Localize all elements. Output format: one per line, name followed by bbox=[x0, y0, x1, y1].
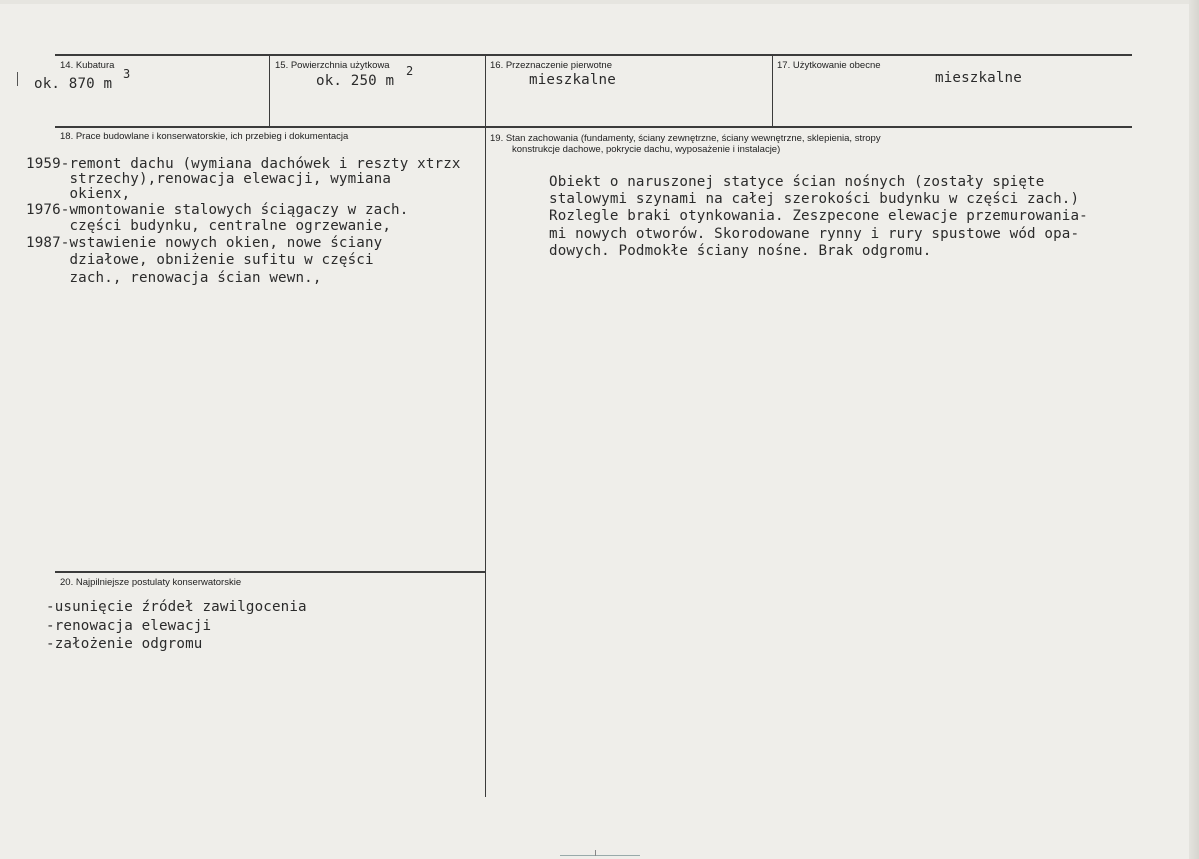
divider-16-17 bbox=[772, 55, 773, 126]
field-17-label: 17. Użytkowanie obecne bbox=[777, 60, 881, 71]
field-19-line: mi nowych otworów. Skorodowane rynny i rury spustowe wód opa- bbox=[549, 226, 1080, 242]
field-14-label: 14. Kubatura bbox=[60, 60, 115, 71]
field-14-value: ok. 870 m bbox=[34, 76, 113, 92]
field-19-label: 19. Stan zachowania (fundamenty, ściany zewnętrzne, ściany wewnętrzne, sklepienia, stropy bbox=[490, 133, 881, 144]
field-16-label: 16. Przeznaczenie pierwotne bbox=[490, 60, 612, 71]
field-18-label: 18. Prace budowlane i konserwatorskie, ich przebieg i dokumentacja bbox=[60, 131, 349, 142]
field-18-line: działowe, obniżenie sufitu w części bbox=[26, 252, 374, 268]
field-20-item: -usunięcie źródeł zawilgocenia bbox=[46, 599, 307, 615]
field-18-line: okienx, bbox=[26, 186, 131, 202]
left-tick bbox=[17, 72, 18, 86]
field-18-line: 1987-wstawienie nowych okien, nowe ściany bbox=[26, 235, 383, 251]
rule-row2 bbox=[55, 571, 485, 573]
field-18-line: części budynku, centralne ogrzewanie, bbox=[26, 218, 392, 234]
field-19-line: Obiekt o naruszonej statyce ścian nośnych (zostały spięte bbox=[549, 174, 1045, 190]
field-14-unit-exponent: 3 bbox=[123, 67, 131, 81]
card-right-edge bbox=[1189, 0, 1199, 859]
field-16-value: mieszkalne bbox=[529, 72, 616, 88]
field-19-line: stalowymi szynami na całej szerokości budynku w części zach.) bbox=[549, 191, 1080, 207]
divider-main bbox=[485, 55, 486, 797]
field-19-label-cont: konstrukcje dachowe, pokrycie dachu, wyposażenie i instalacje) bbox=[512, 144, 781, 155]
field-18-line: zach., renowacja ścian wewn., bbox=[26, 270, 322, 286]
field-20-label: 20. Najpilniejsze postulaty konserwatorskie bbox=[60, 577, 242, 588]
field-19-line: Rozlegle braki otynkowania. Zeszpecone elewacje przemurowania- bbox=[549, 208, 1088, 224]
field-15-label: 15. Powierzchnia użytkowa bbox=[275, 60, 390, 71]
field-15-unit-exponent: 2 bbox=[406, 64, 414, 78]
rule-top bbox=[55, 54, 1132, 56]
field-19-line: dowych. Podmokłe ściany nośne. Brak odgromu. bbox=[549, 243, 932, 259]
rule-row1 bbox=[55, 126, 1132, 128]
divider-14-15 bbox=[269, 55, 270, 126]
field-18-line: 1976-wmontowanie stalowych ściągaczy w zach. bbox=[26, 202, 409, 218]
field-18-line: 1959-remont dachu (wymiana dachówek i reszty xtrzx bbox=[26, 156, 461, 172]
field-17-value: mieszkalne bbox=[935, 70, 1022, 86]
bottom-tick bbox=[560, 855, 640, 856]
field-20-item: -założenie odgromu bbox=[46, 636, 203, 652]
field-20-item: -renowacja elewacji bbox=[46, 618, 212, 634]
field-15-value: ok. 250 m bbox=[316, 73, 395, 89]
bottom-tick-stem bbox=[595, 850, 596, 856]
card-top-edge bbox=[0, 0, 1199, 4]
field-18-line: strzechy),renowacja elewacji, wymiana bbox=[26, 171, 392, 187]
